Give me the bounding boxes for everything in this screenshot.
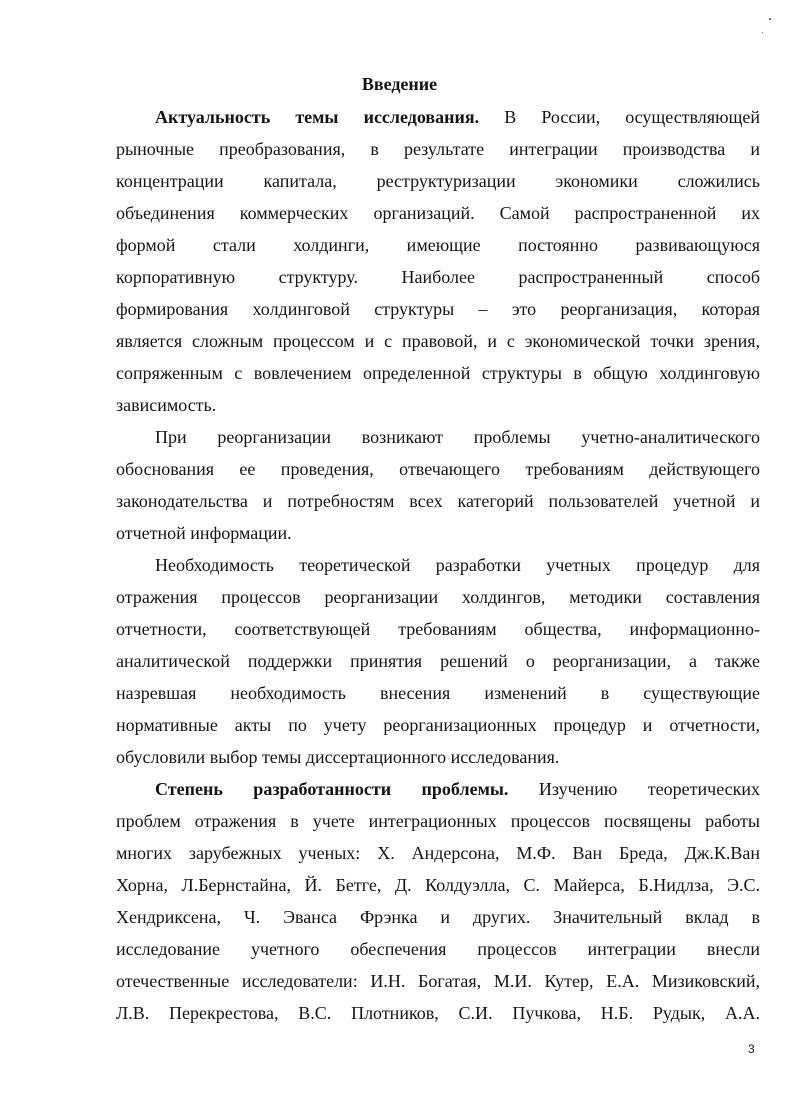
- text-line: зависимость.: [116, 395, 217, 415]
- text-line: Хендриксена, Ч. Эванса Фрэнка и других. Значительный вклад в: [116, 907, 760, 927]
- text-line: Необходимость теоретической разработки учетных процедур для: [155, 555, 760, 575]
- text-line: отчетности, соответствующей требованиям общества, информационно-: [116, 619, 760, 639]
- text-line: обусловили выбор темы диссертационного исследования.: [116, 747, 560, 767]
- text-line: формой стали холдинги, имеющие постоянно развивающуюся: [116, 235, 760, 255]
- text-line: является сложным процессом и с правовой, и с экономической точки зрения,: [116, 331, 760, 351]
- text-line: концентрации капитала, реструктуризации экономики сложились: [116, 171, 760, 191]
- section-heading-relevance: Актуальность темы исследования.: [155, 107, 480, 127]
- text-line: Л.В. Перекрестова, В.С. Плотников, С.И. Пучкова, Н.Б. Рудык, А.А.: [116, 1003, 760, 1023]
- text-line: сопряженным с вовлечением определенной структуры в общую холдинговую: [116, 363, 760, 383]
- text-line: аналитической поддержки принятия решений о реорганизации, а также: [116, 651, 760, 671]
- page-title: Введение: [361, 74, 438, 94]
- text-line: многих зарубежных ученых: Х. Андерсона, М.Ф. Ван Бреда, Дж.К.Ван: [116, 843, 760, 863]
- text-line: обоснования ее проведения, отвечающего требованиям действующего: [116, 459, 760, 479]
- text-line: объединения коммерческих организаций. Самой распространенной их: [116, 203, 760, 223]
- text-line: Актуальность темы исследования. В России, осуществляющей: [155, 107, 760, 127]
- text-line: нормативные акты по учету реорганизационных процедур и отчетности,: [116, 715, 760, 735]
- text-line: корпоративную структуру. Наиболее распространенный способ: [116, 267, 760, 287]
- text-line: При реорганизации возникают проблемы учетно-аналитического: [155, 427, 760, 447]
- text-line: проблем отражения в учете интеграционных процессов посвящены работы: [116, 811, 760, 831]
- text-line: назревшая необходимость внесения изменений в существующие: [116, 683, 760, 703]
- page-number: 3: [748, 1042, 755, 1056]
- text-line: рыночные преобразования, в результате интеграции производства и: [116, 139, 760, 159]
- text-line: Степень разработанности проблемы. Изучению теоретических: [155, 779, 760, 799]
- scan-speck: [769, 18, 771, 20]
- text-line: отечественные исследователи: И.Н. Богатая, М.И. Кутер, Е.А. Мизиковский,: [116, 971, 760, 991]
- scan-speck: [762, 32, 763, 33]
- text-line: исследование учетного обеспечения процессов интеграции внесли: [116, 939, 760, 959]
- text-line: отражения процессов реорганизации холдингов, методики составления: [116, 587, 760, 607]
- section-heading-development: Степень разработанности проблемы.: [155, 779, 509, 799]
- text-line: Хорна, Л.Бернстайна, Й. Бетге, Д. Колдуэлла, С. Майерса, Б.Нидлза, Э.С.: [116, 875, 760, 895]
- text-line: формирования холдинговой структуры – это реорганизация, которая: [116, 299, 760, 319]
- text-line: отчетной информации.: [116, 523, 292, 543]
- text-line: законодательства и потребностям всех категорий пользователей учетной и: [116, 491, 760, 511]
